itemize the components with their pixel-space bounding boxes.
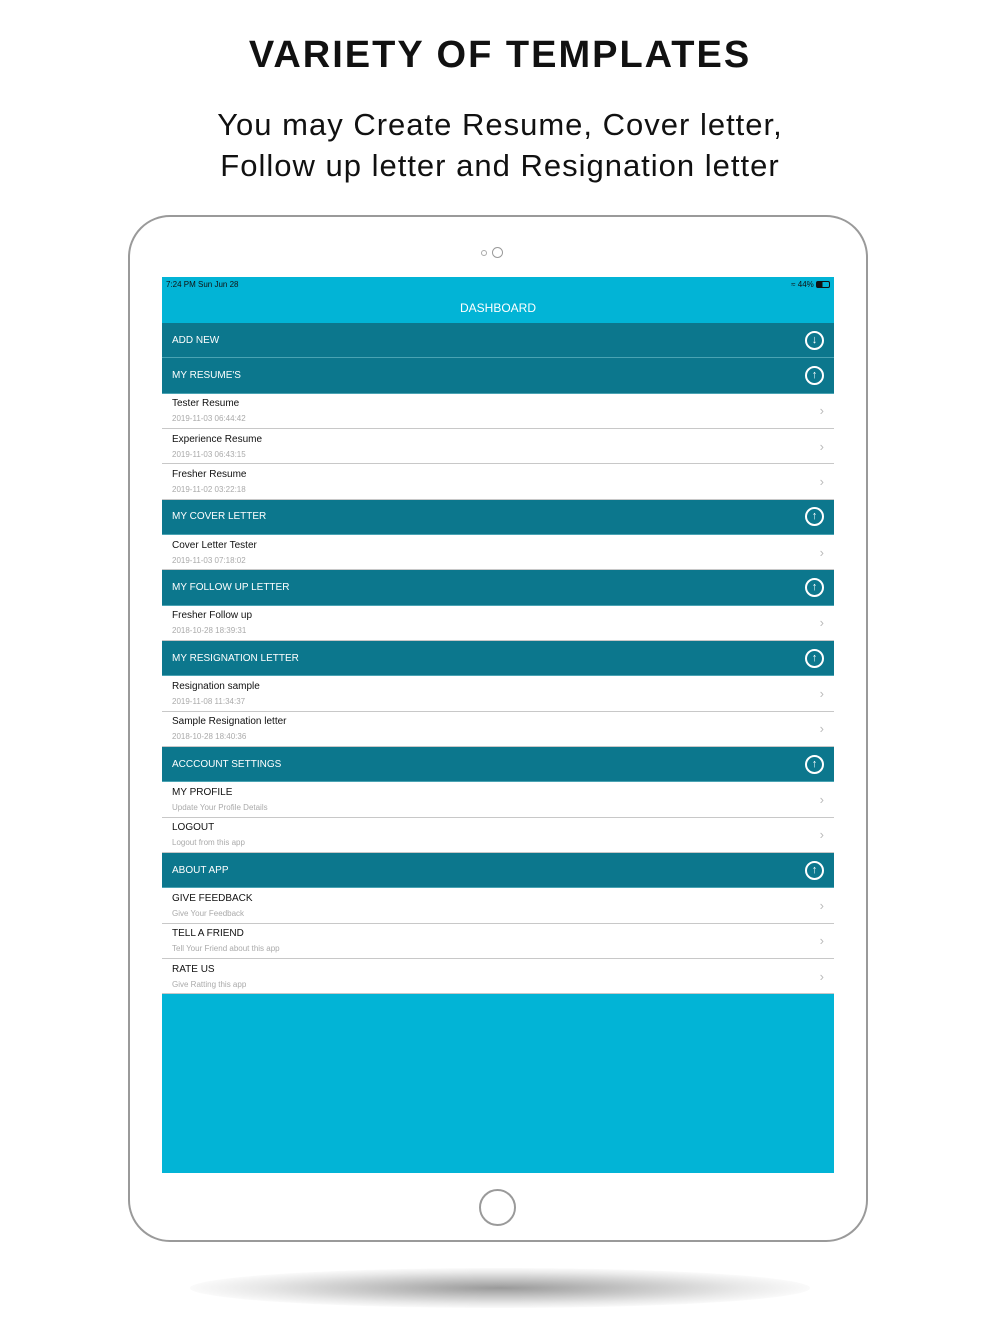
arrow-up-circle-icon[interactable]: ↑ bbox=[805, 578, 824, 597]
section-header-add-new[interactable] bbox=[162, 323, 834, 358]
page-title: DASHBOARD bbox=[459, 300, 536, 315]
item-subtitle: 2019-11-03 06:44:42 bbox=[172, 414, 246, 424]
item-title: MY PROFILE bbox=[172, 787, 233, 799]
chevron-right-icon: › bbox=[819, 898, 824, 914]
section-title: MY FOLLOW UP LETTER bbox=[172, 582, 290, 594]
section-title: MY COVER LETTER bbox=[172, 511, 267, 523]
item-title: Resignation sample bbox=[172, 681, 260, 693]
chevron-right-icon: › bbox=[819, 403, 824, 419]
list-item[interactable] bbox=[162, 429, 834, 464]
app-screen bbox=[162, 277, 834, 1173]
item-title: RATE US bbox=[172, 963, 215, 975]
item-subtitle: Tell Your Friend about this app bbox=[172, 944, 280, 954]
list-item[interactable] bbox=[162, 959, 834, 994]
item-subtitle: Give Your Feedback bbox=[172, 909, 245, 919]
section-title: MY RESUME'S bbox=[172, 370, 241, 382]
chevron-right-icon: › bbox=[819, 686, 824, 702]
item-subtitle: 2019-11-03 06:43:15 bbox=[172, 449, 246, 459]
arrow-up-circle-icon[interactable]: ↑ bbox=[805, 649, 824, 668]
item-title: Experience Resume bbox=[172, 433, 263, 445]
list-item[interactable] bbox=[162, 464, 834, 499]
chevron-right-icon: › bbox=[819, 827, 824, 843]
dashboard-list bbox=[162, 323, 834, 994]
item-subtitle: Give Ratting this app bbox=[172, 979, 247, 989]
section-title: ADD NEW bbox=[172, 334, 220, 346]
section-title: ACCCOUNT SETTINGS bbox=[172, 758, 282, 770]
list-item[interactable] bbox=[162, 535, 834, 570]
headline: VARIETY OF TEMPLATES bbox=[248, 34, 752, 76]
battery-icon bbox=[816, 281, 830, 288]
arrow-up-circle-icon[interactable]: ↑ bbox=[805, 507, 824, 526]
item-title: Cover Letter Tester bbox=[172, 539, 257, 551]
item-title: LOGOUT bbox=[172, 822, 215, 834]
item-title: Sample Resignation letter bbox=[172, 716, 287, 728]
status-bar bbox=[162, 277, 834, 292]
item-title: Tester Resume bbox=[172, 398, 240, 410]
camera-icon bbox=[492, 247, 503, 258]
section-header-my-resume-s[interactable] bbox=[162, 358, 834, 393]
list-item[interactable] bbox=[162, 818, 834, 853]
subheadline-line-1: You may Create Resume, Cover letter, bbox=[217, 107, 783, 142]
item-title: TELL A FRIEND bbox=[172, 928, 244, 940]
item-subtitle: 2019-11-08 11:34:37 bbox=[172, 697, 246, 707]
chevron-right-icon: › bbox=[819, 933, 824, 949]
chevron-right-icon: › bbox=[819, 544, 824, 560]
chevron-right-icon: › bbox=[819, 474, 824, 490]
chevron-right-icon: › bbox=[819, 721, 824, 737]
item-title: GIVE FEEDBACK bbox=[172, 893, 253, 905]
item-subtitle: 2018-10-28 18:39:31 bbox=[172, 626, 247, 636]
list-item[interactable] bbox=[162, 712, 834, 747]
item-subtitle: 2019-11-02 03:22:18 bbox=[172, 485, 246, 495]
list-item[interactable] bbox=[162, 394, 834, 429]
list-item[interactable] bbox=[162, 606, 834, 641]
sensor-icon bbox=[481, 250, 487, 256]
section-header-acccount-settings[interactable] bbox=[162, 747, 834, 782]
list-item[interactable] bbox=[162, 676, 834, 711]
status-time: 7:24 PM Sun Jun 28 bbox=[166, 280, 239, 289]
arrow-up-circle-icon[interactable]: ↑ bbox=[805, 366, 824, 385]
list-item[interactable] bbox=[162, 888, 834, 923]
battery-percent: 44% bbox=[797, 280, 814, 289]
item-subtitle: Update Your Profile Details bbox=[172, 803, 268, 813]
section-header-my-cover-letter[interactable] bbox=[162, 500, 834, 535]
section-title: ABOUT APP bbox=[172, 864, 229, 876]
item-title: Fresher Resume bbox=[172, 469, 247, 481]
arrow-up-circle-icon[interactable]: ↑ bbox=[805, 861, 824, 880]
home-button[interactable] bbox=[479, 1189, 516, 1226]
device-shadow bbox=[190, 1268, 810, 1308]
chevron-right-icon: › bbox=[819, 792, 824, 808]
section-header-about-app[interactable] bbox=[162, 853, 834, 888]
arrow-down-circle-icon[interactable]: ↓ bbox=[805, 331, 824, 350]
chevron-right-icon: › bbox=[819, 968, 824, 984]
subheadline bbox=[0, 104, 1000, 186]
item-title: Fresher Follow up bbox=[172, 610, 253, 622]
chevron-right-icon: › bbox=[819, 615, 824, 631]
item-subtitle: 2019-11-03 07:18:02 bbox=[172, 555, 246, 565]
section-title: MY RESIGNATION LETTER bbox=[172, 652, 299, 664]
wifi-icon: ≈ bbox=[791, 280, 798, 289]
section-header-my-resignation-letter[interactable] bbox=[162, 641, 834, 676]
arrow-up-circle-icon[interactable]: ↑ bbox=[805, 755, 824, 774]
item-subtitle: 2018-10-28 18:40:36 bbox=[172, 732, 247, 742]
list-item[interactable] bbox=[162, 924, 834, 959]
section-header-my-follow-up-letter[interactable] bbox=[162, 570, 834, 605]
nav-bar bbox=[162, 292, 834, 323]
subheadline-line-2: Follow up letter and Resignation letter bbox=[220, 148, 780, 183]
chevron-right-icon: › bbox=[819, 438, 824, 454]
item-subtitle: Logout from this app bbox=[172, 838, 245, 848]
status-right bbox=[791, 280, 830, 289]
list-item[interactable] bbox=[162, 782, 834, 817]
